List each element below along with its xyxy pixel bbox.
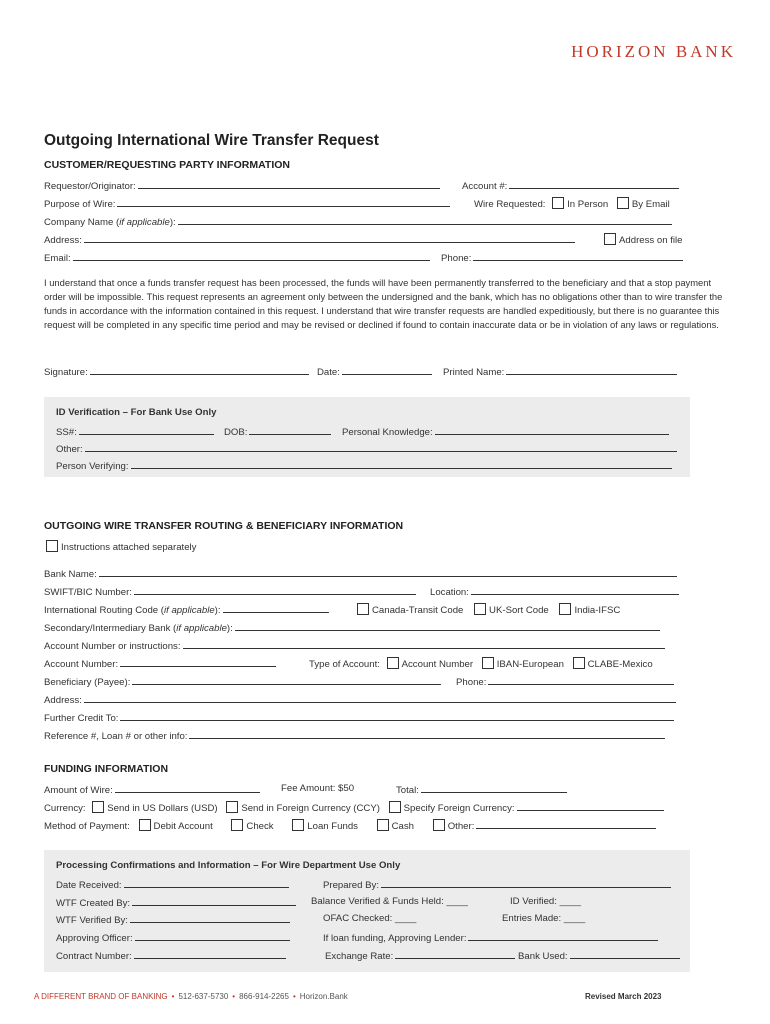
reference-row	[44, 729, 665, 742]
signature-label: Signature:	[44, 367, 88, 378]
ccy-checkbox[interactable]	[226, 801, 238, 813]
date-received-field[interactable]	[124, 878, 289, 888]
reference-label: Reference #, Loan # or other info:	[44, 731, 188, 742]
further-credit-row	[44, 711, 674, 724]
wtf-created-field[interactable]	[132, 896, 296, 906]
check-label: Check	[246, 821, 274, 832]
account-instr-label: Account Number or instructions:	[44, 641, 181, 652]
contract-number-row	[56, 949, 286, 962]
check-checkbox[interactable]	[231, 819, 243, 831]
debit-checkbox[interactable]	[139, 819, 151, 831]
by-email-checkbox[interactable]	[617, 197, 629, 209]
debit-label: Debit Account	[153, 821, 213, 832]
other-id-label: Other:	[56, 444, 83, 455]
total-row	[396, 783, 567, 796]
date-field[interactable]	[342, 365, 432, 375]
wtf-verified-label: WTF Verified By:	[56, 915, 128, 926]
customer-section-heading: CUSTOMER/REQUESTING PARTY INFORMATION	[44, 159, 290, 171]
approving-officer-field[interactable]	[135, 931, 290, 941]
bank-used-row	[518, 949, 680, 962]
dob-label: DOB:	[224, 427, 248, 438]
bank-used-field[interactable]	[570, 949, 680, 959]
amount-label: Amount of Wire:	[44, 785, 113, 796]
entries-made: Entries Made: ____	[502, 913, 586, 924]
swift-row	[44, 585, 416, 598]
address-label: Address:	[44, 235, 82, 246]
currency-label: Currency:	[44, 803, 86, 814]
iban-checkbox[interactable]	[482, 657, 494, 669]
cash-checkbox[interactable]	[377, 819, 389, 831]
balance-verified: Balance Verified & Funds Held: ____	[311, 896, 468, 907]
by-email-label: By Email	[631, 199, 670, 210]
loan-funding-field[interactable]	[468, 931, 658, 941]
footer-contact: A DIFFERENT BRAND OF BANKING • 512-637-5730 • 866-914-2265 • Horizon.Bank	[34, 992, 348, 1001]
other-id-row	[56, 442, 677, 455]
phone-label: Phone:	[441, 253, 472, 264]
address-on-file-checkbox[interactable]	[604, 233, 616, 245]
phone-field[interactable]	[473, 251, 683, 261]
beneficiary-row	[44, 675, 441, 688]
address-on-file-label: Address on file	[619, 235, 683, 246]
type-of-account-label: Type of Account:	[309, 659, 380, 670]
personal-knowledge-label: Personal Knowledge:	[342, 427, 433, 438]
printed-name-row	[443, 365, 677, 378]
loan-funds-label: Loan Funds	[307, 821, 358, 832]
other-id-field[interactable]	[85, 442, 677, 452]
uk-sort-label: UK-Sort Code	[489, 605, 549, 616]
further-credit-label: Further Credit To:	[44, 713, 119, 724]
ccy-label: Send in Foreign Currency (CCY)	[241, 803, 380, 814]
date-row	[317, 365, 432, 378]
address-field[interactable]	[84, 233, 575, 243]
type-of-account-row	[309, 657, 653, 670]
type-account-number-checkbox[interactable]	[387, 657, 399, 669]
beneficiary-address-row	[44, 693, 676, 706]
secondary-bank-label: Secondary/Intermediary Bank (if applicable):	[44, 623, 233, 634]
purpose-row	[44, 197, 450, 210]
beneficiary-label: Beneficiary (Payee):	[44, 677, 131, 688]
wtf-verified-field[interactable]	[130, 913, 290, 923]
account-row	[462, 179, 679, 192]
address-on-file-row	[604, 233, 682, 246]
instructions-attached-row	[46, 540, 196, 553]
contract-number-label: Contract Number:	[56, 951, 132, 962]
routing-type-row	[357, 603, 620, 616]
further-credit-field[interactable]	[120, 711, 674, 721]
currency-row	[44, 801, 664, 814]
ss-label: SS#:	[56, 427, 77, 438]
dob-field[interactable]	[249, 425, 331, 435]
purpose-field[interactable]	[117, 197, 450, 207]
ss-field[interactable]	[79, 425, 214, 435]
fee-amount: Fee Amount: $50	[281, 783, 355, 794]
wtf-verified-row	[56, 913, 290, 926]
prepared-by-field[interactable]	[381, 878, 671, 888]
iban-label: IBAN-European	[496, 659, 564, 670]
secondary-bank-field[interactable]	[235, 621, 660, 631]
bank-name-row	[44, 567, 677, 580]
routing-section-heading: OUTGOING WIRE TRANSFER ROUTING & BENEFICIARY INFORMATION	[44, 520, 404, 532]
swift-field[interactable]	[134, 585, 416, 595]
wire-requested-row	[474, 197, 670, 210]
usd-checkbox[interactable]	[92, 801, 104, 813]
footer-phone-1: 512-637-5730	[178, 992, 229, 1001]
approving-officer-label: Approving Officer:	[56, 933, 133, 944]
method-label: Method of Payment:	[44, 821, 130, 832]
account-instr-row	[44, 639, 665, 652]
revised-date: Revised March 2023	[585, 992, 662, 1001]
requestor-label: Requestor/Originator:	[44, 181, 136, 192]
wtf-created-label: WTF Created By:	[56, 898, 131, 909]
address-row	[44, 233, 575, 246]
prepared-by-label: Prepared By:	[323, 880, 379, 891]
canada-transit-label: Canada-Transit Code	[372, 605, 464, 616]
location-field[interactable]	[471, 585, 679, 595]
phone-row	[441, 251, 683, 264]
processing-heading: Processing Confirmations and Information – For Wire Department Use Only	[56, 860, 401, 871]
bank-name-field[interactable]	[99, 567, 677, 577]
uk-sort-checkbox[interactable]	[474, 603, 486, 615]
intl-routing-label: International Routing Code (if applicable):	[44, 605, 221, 616]
email-row	[44, 251, 430, 264]
disclaimer-text: I understand that once a funds transfer request has been processed, the funds will have been permanently transferred to the beneficiary and that a stop payment order will be impossible. This request represents an agreement only between the undersigned and the bank, which has no obligations other than to wire transfer the funds in accordance with the information contained in this request. I understand that wire transfer requests are handled expeditiously, but there is no guarantee this request will be completed in any specific time period and may be revised or declined if found to contain inaccurate data or be in violation of any laws or regulations.	[44, 277, 723, 330]
loan-funding-label: If loan funding, Approving Lender:	[323, 933, 467, 944]
other-payment-field[interactable]	[476, 819, 656, 829]
other-payment-label: Other:	[447, 821, 475, 832]
exchange-rate-row	[325, 949, 515, 962]
beneficiary-phone-row	[456, 675, 674, 688]
date-received-label: Date Received:	[56, 880, 122, 891]
reference-field[interactable]	[189, 729, 665, 739]
location-row	[430, 585, 679, 598]
person-verifying-row	[56, 459, 672, 472]
total-label: Total:	[396, 785, 419, 796]
footer-tagline: A DIFFERENT BRAND OF BANKING	[34, 992, 168, 1001]
account-label: Account #:	[462, 181, 508, 192]
specify-currency-label: Specify Foreign Currency:	[403, 803, 515, 814]
clabe-label: CLABE-Mexico	[587, 659, 653, 670]
intl-routing-field[interactable]	[223, 603, 329, 613]
exchange-rate-field[interactable]	[395, 949, 515, 959]
date-received-row	[56, 878, 289, 891]
approving-officer-row	[56, 931, 290, 944]
company-field[interactable]	[178, 215, 672, 225]
dob-row	[224, 425, 331, 438]
clabe-checkbox[interactable]	[573, 657, 585, 669]
contract-number-field[interactable]	[134, 949, 286, 959]
personal-knowledge-row	[342, 425, 669, 438]
brand-logo: HORIZON BANK	[571, 42, 736, 61]
purpose-label: Purpose of Wire:	[44, 199, 116, 210]
canada-transit-checkbox[interactable]	[357, 603, 369, 615]
in-person-label: In Person	[567, 199, 609, 210]
personal-knowledge-field[interactable]	[435, 425, 669, 435]
id-verified: ID Verified: ____	[510, 896, 581, 907]
email-field[interactable]	[73, 251, 430, 261]
beneficiary-address-field[interactable]	[84, 693, 676, 703]
signature-field[interactable]	[90, 365, 309, 375]
total-field[interactable]	[421, 783, 567, 793]
requestor-field[interactable]	[138, 179, 440, 189]
page-title: Outgoing International Wire Transfer Request	[44, 132, 379, 149]
loan-funds-checkbox[interactable]	[292, 819, 304, 831]
amount-field[interactable]	[115, 783, 260, 793]
method-row	[44, 819, 656, 832]
company-label: Company Name (if applicable):	[44, 217, 176, 228]
swift-label: SWIFT/BIC Number:	[44, 587, 132, 598]
usd-label: Send in US Dollars (USD)	[107, 803, 218, 814]
beneficiary-phone-field[interactable]	[488, 675, 674, 685]
instructions-attached-label: Instructions attached separately	[61, 542, 197, 553]
specify-currency-checkbox[interactable]	[389, 801, 401, 813]
india-ifsc-checkbox[interactable]	[559, 603, 571, 615]
printed-name-field[interactable]	[506, 365, 677, 375]
account-field[interactable]	[509, 179, 679, 189]
beneficiary-address-label: Address:	[44, 695, 82, 706]
instructions-attached-checkbox[interactable]	[46, 540, 58, 552]
specify-currency-field[interactable]	[517, 801, 664, 811]
other-payment-checkbox[interactable]	[433, 819, 445, 831]
footer-phone-2: 866-914-2265	[239, 992, 289, 1001]
signature-row	[44, 365, 309, 378]
beneficiary-field[interactable]	[132, 675, 441, 685]
company-row	[44, 215, 672, 228]
footer-website[interactable]: Horizon.Bank	[299, 992, 348, 1001]
loan-funding-row	[323, 931, 658, 944]
location-label: Location:	[430, 587, 469, 598]
beneficiary-phone-label: Phone:	[456, 677, 487, 688]
cash-label: Cash	[391, 821, 415, 832]
person-verifying-label: Person Verifying:	[56, 461, 129, 472]
wtf-created-row	[56, 896, 296, 909]
email-label: Email:	[44, 253, 71, 264]
ofac-checked: OFAC Checked: ____	[323, 913, 417, 924]
date-label: Date:	[317, 367, 340, 378]
account-number-field[interactable]	[120, 657, 276, 667]
secondary-bank-row	[44, 621, 660, 634]
account-number-row	[44, 657, 276, 670]
type-account-number-label: Account Number	[401, 659, 474, 670]
account-instr-field[interactable]	[183, 639, 665, 649]
bank-name-label: Bank Name:	[44, 569, 97, 580]
person-verifying-field[interactable]	[131, 459, 672, 469]
wire-requested-label: Wire Requested:	[474, 199, 546, 210]
requestor-row	[44, 179, 440, 192]
account-number-label: Account Number:	[44, 659, 119, 670]
exchange-rate-label: Exchange Rate:	[325, 951, 394, 962]
funding-section-heading: FUNDING INFORMATION	[44, 763, 169, 775]
printed-name-label: Printed Name:	[443, 367, 505, 378]
intl-routing-row	[44, 603, 329, 616]
in-person-checkbox[interactable]	[552, 197, 564, 209]
bank-used-label: Bank Used:	[518, 951, 568, 962]
id-verification-heading: ID Verification – For Bank Use Only	[56, 407, 217, 418]
ss-row	[56, 425, 214, 438]
india-ifsc-label: India-IFSC	[574, 605, 621, 616]
amount-row	[44, 783, 260, 796]
prepared-by-row	[323, 878, 671, 891]
